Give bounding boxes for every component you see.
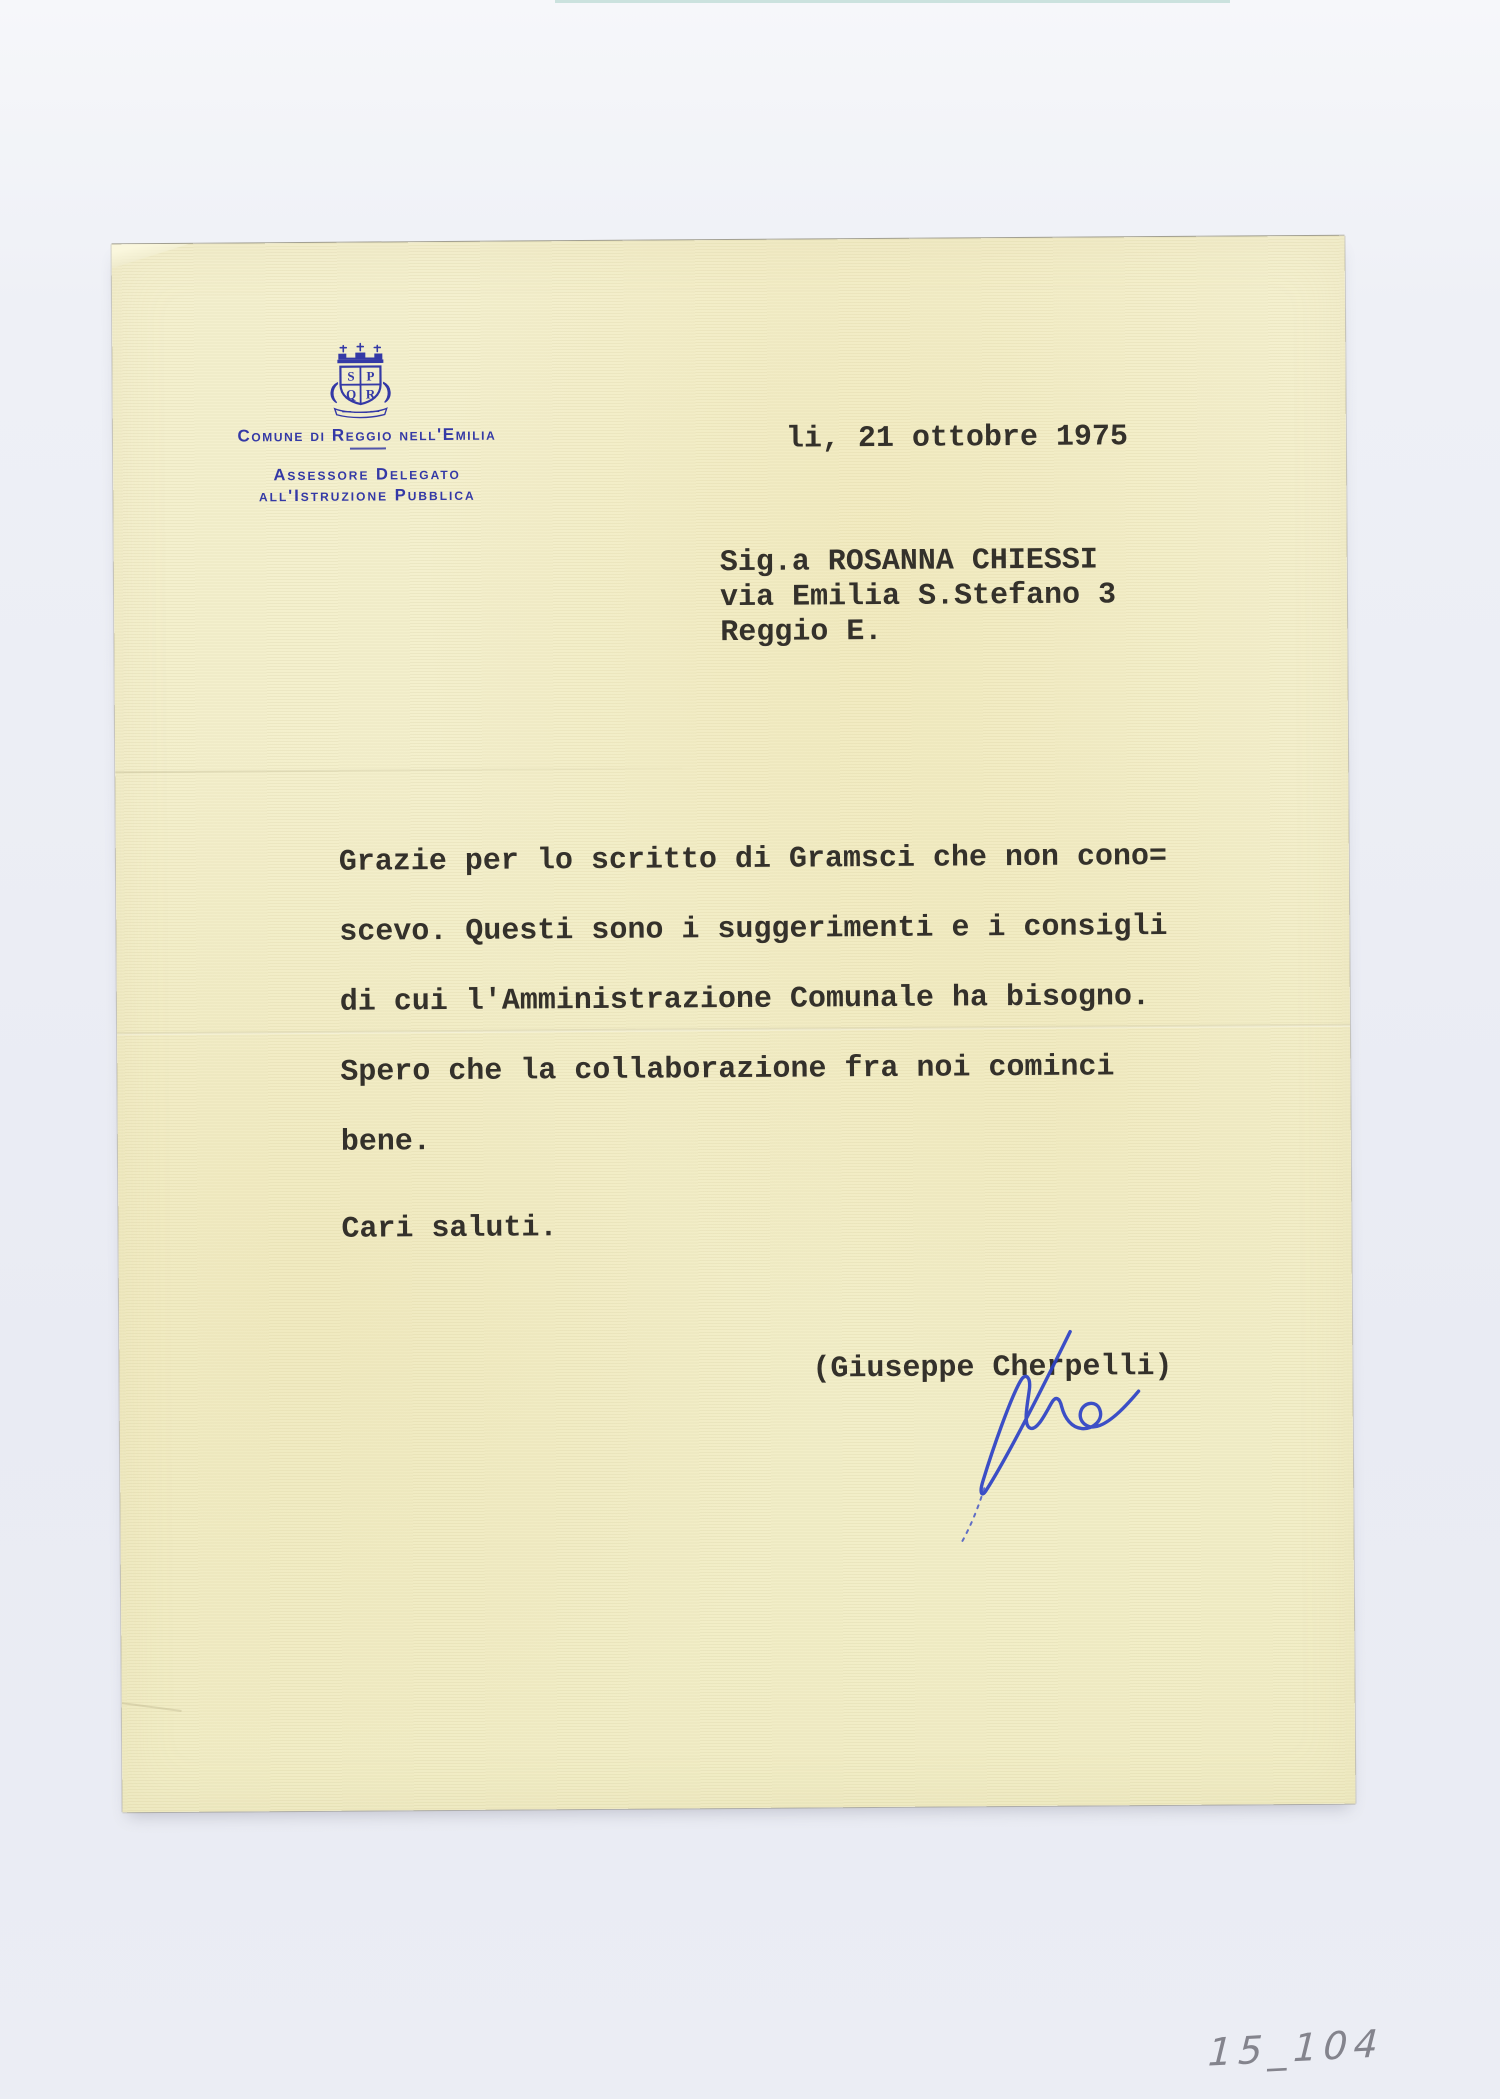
emblem-motto-banner	[335, 408, 387, 417]
body-line: di cui l'Amministrazione Comunale ha bisogno.	[339, 980, 1151, 1020]
letter-body	[338, 839, 1170, 1285]
recipient-address	[720, 545, 1117, 653]
body-line: bene.	[340, 1125, 431, 1160]
paper-corner-fold	[112, 244, 190, 269]
crease-line	[115, 767, 682, 773]
municipality-name: Comune di Reggio nell'Emilia	[237, 424, 497, 446]
body-line: Grazie per lo scritto di Gramsci che non cono=	[338, 839, 1168, 880]
handwritten-signature	[932, 1325, 1164, 1552]
svg-text:Q: Q	[345, 386, 357, 402]
closing-line: Cari saluti.	[341, 1211, 558, 1247]
letter-paper	[112, 236, 1356, 1813]
recipient-line: Sig.a ROSANNA CHIESSI	[719, 543, 1098, 581]
municipal-emblem-icon	[324, 342, 397, 421]
crease-line	[122, 1702, 182, 1712]
archival-code-annotation: 15_104	[1206, 2021, 1385, 2075]
letterhead-divider	[350, 447, 386, 449]
body-line: Spero che la collaborazione fra noi cominci	[340, 1050, 1115, 1090]
office-title-line1: Assessore Delegato	[273, 464, 461, 485]
emblem-crown	[340, 343, 380, 351]
body-line: scevo. Questi sono i suggerimenti e i consigli	[339, 909, 1168, 950]
date-line: li, 21 ottobre 1975	[785, 420, 1129, 457]
scanner-edge-artifact	[555, 0, 1230, 3]
office-title-line2: all'Istruzione Pubblica	[258, 485, 476, 506]
recipient-line: via Emilia S.Stefano 3	[719, 578, 1117, 616]
recipient-line: Reggio E.	[720, 614, 883, 651]
svg-text:S: S	[347, 368, 355, 384]
svg-text:P: P	[366, 368, 375, 384]
typed-signature: (Giuseppe Cherpelli)	[812, 1349, 1173, 1387]
svg-text:R: R	[365, 386, 376, 402]
